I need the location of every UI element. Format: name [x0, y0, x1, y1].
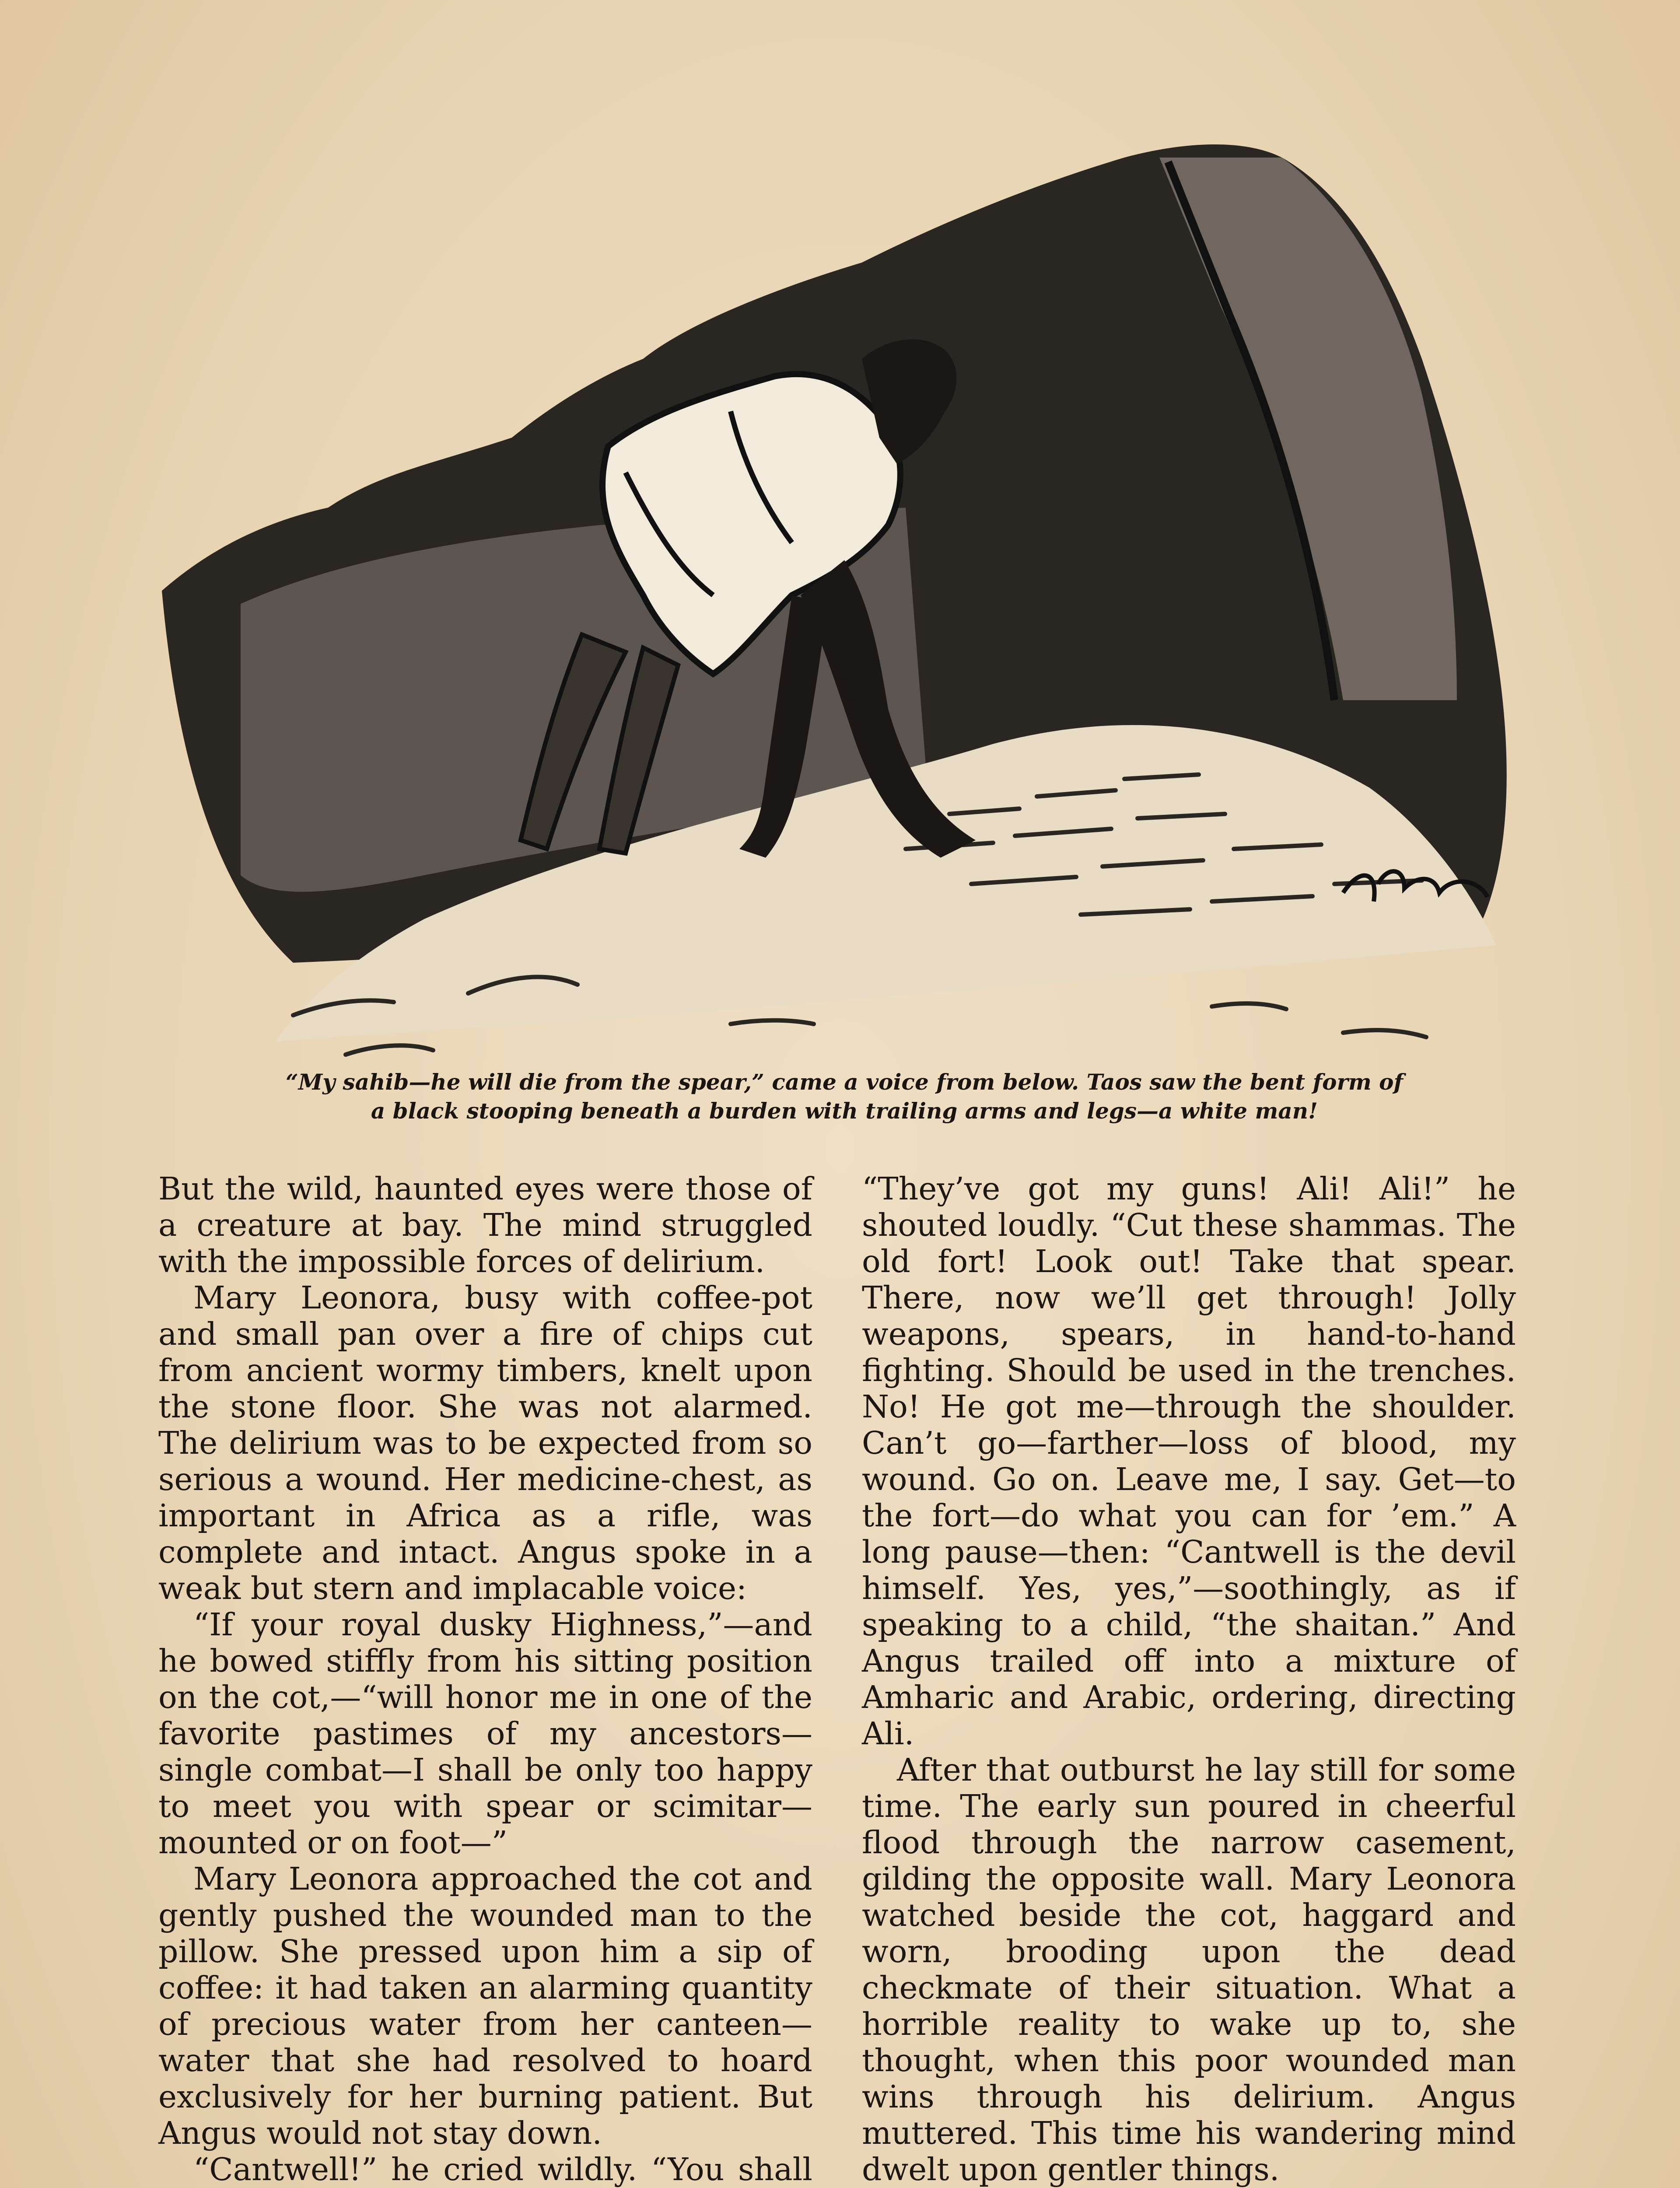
paragraph: “Cantwell!” he cried wildly. “You shall [193, 2151, 812, 2188]
story-illustration [162, 131, 1522, 1072]
text-column-left [158, 1171, 812, 2188]
ink-illustration-icon [162, 131, 1522, 1072]
illustration-caption: “My sahib—he will die from the spear,” came a voice from below. Taos saw the bent form of a black stooping beneath a burden with trailing arms and legs—a white man! [285, 1069, 1404, 1124]
paragraph: Mary Leonora approached the cot and gently pushed the wounded man to the pillow. She pressed upon him a sip of coffee: it had taken an alarming quantity of precious water from her canteen—water that she had resolved to hoard exclusively for her burning patient. But Angus would not stay down. [158, 1861, 812, 2151]
paragraph: After that outburst he lay still for some time. The early sun poured in cheerful flood through the narrow casement, gilding the opposite wall. Mary Leonora watched beside the cot, haggard and worn, brooding upon the dead checkmate of their situation. What a horrible reality to wake up to, she thought, when this poor wounded man wins through his delirium. Angus muttered. This time his wandering mind dwelt upon gentler things. [862, 1752, 1516, 2188]
paragraph: “If your royal dusky Highness,”—and he bowed stiffly from his sitting position on the cot,—“will honor me in one of the favorite pastimes of my ancestors—single combat—I shall be only too happy to meet you with spear or scimitar—mounted or on foot—” [158, 1606, 812, 1861]
paragraph: “They’ve got my guns! Ali! Ali!” he shouted loudly. “Cut these shammas. The old fort! Look out! Take that spear. There, now we’ll get through! Jolly weapons, spears, in hand-to-hand fighting. Should be used in the trenches. No! He got me—through the shoulder. Can’t go—farther—loss of blood, my wound. Go on. Leave me, I say. Get—to the fort—do what you can for ’em.” A long pause—then: “Cantwell is the devil himself. Yes, yes,”—soothingly, as if speaking to a child, “the shaitan.” And Angus trailed off into a mixture of Amharic and Arabic, ordering, directing Ali. [862, 1171, 1516, 1752]
paragraph: But the wild, haunted eyes were those of a creature at bay. The mind struggled with the impossible forces of delirium. [158, 1171, 812, 1280]
text-column-right [862, 1171, 1516, 2188]
paragraph: Mary Leonora, busy with coffee-pot and small pan over a fire of chips cut from ancient wormy timbers, knelt upon the stone floor. She was not alarmed. The delirium was to be expected from so serious a wound. Her medicine-chest, as important in Africa as a rifle, was complete and intact. Angus spoke in a weak but stern and implacable voice: [158, 1280, 812, 1606]
